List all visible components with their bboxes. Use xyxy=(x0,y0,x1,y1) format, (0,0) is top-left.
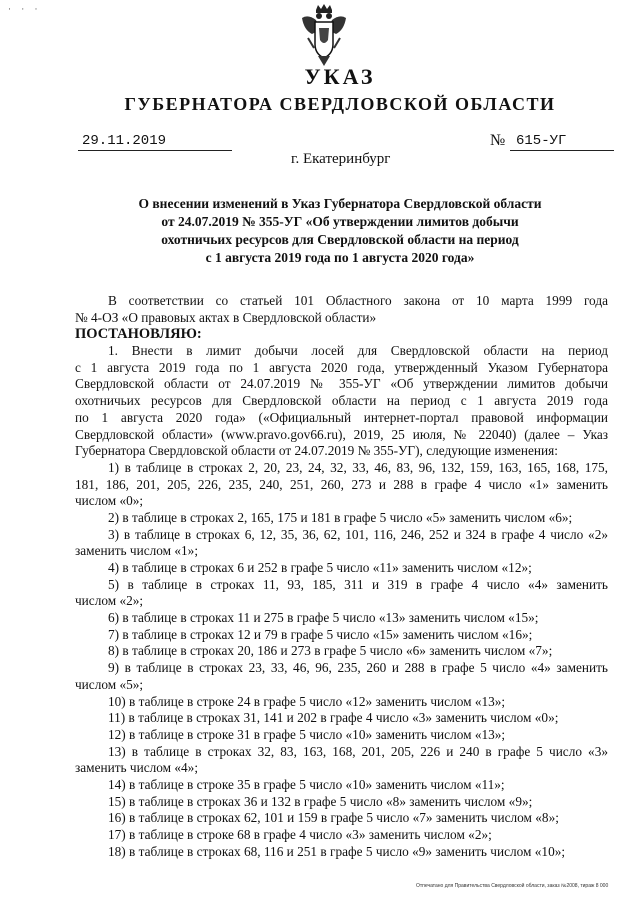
list-item-continuation: заменить числом «1»; xyxy=(75,543,199,559)
list-item: 9) в таблице в строках 23, 33, 46, 96, 235, 260 и 288 в графе 5 число «4» заменить xyxy=(108,660,608,676)
list-item: 17) в таблице в строке 68 в графе 4 число «3» заменить числом «2»; xyxy=(108,827,492,842)
preamble-line: В соответствии со статьей 101 Областного закона от 10 марта 1999 года xyxy=(108,293,608,308)
list-item-continuation: заменить числом «4»; xyxy=(75,760,199,776)
list-item: 3) в таблице в строках 6, 12, 35, 36, 62, 101, 116, 246, 252 и 324 в графе 4 число «2» xyxy=(108,526,608,542)
list-item: 7) в таблице в строках 12 и 79 в графе 5 число «15» заменить числом «16»; xyxy=(108,626,533,642)
list-item: 11) в таблице в строках 31, 141 и 202 в графе 4 число «3» заменить числом «0»; xyxy=(108,710,559,726)
list-item: 14) в таблице в строке 35 в графе 5 число «10» заменить числом «11»; xyxy=(108,776,505,792)
coat-of-arms-emblem xyxy=(298,4,350,68)
paragraph-line: охотничьих ресурсов для Свердловской области на период с 1 августа 2019 года xyxy=(75,393,608,409)
list-item-continuation: числом «5»; xyxy=(75,676,144,692)
date-field: 29.11.2019 xyxy=(78,133,232,151)
decree-word: ПОСТАНОВЛЯЮ: xyxy=(75,326,202,343)
list-item-continuation: 181, 186, 201, 205, 226, 235, 240, 251, 260, 273 и 288 в графе 4 число «1» заменить xyxy=(75,476,608,492)
list-item: 1) в таблице в строках 2, 20, 23, 24, 32, 33, 46, 83, 96, 132, 159, 163, 165, 168, 175, xyxy=(108,459,608,475)
paragraph-line: Губернатора Свердловской области от 24.07.2019 № 355-УГ), следующие изменения: xyxy=(75,443,558,459)
city-label: г. Екатеринбург xyxy=(291,151,391,167)
list-item: 5) в таблице в строках 11, 93, 185, 311 и 319 в графе 4 число «4» заменить xyxy=(108,576,608,592)
preamble-line: № 4-ОЗ «О правовых актах в Свердловской области» xyxy=(75,309,377,325)
list-item: 8) в таблице в строках 20, 186 и 273 в графе 5 число «6» заменить числом «7»; xyxy=(108,643,553,659)
number-field: 615-УГ xyxy=(510,133,614,151)
paragraph-line: с 1 августа 2019 года по 1 августа 2020 года, утвержденный Указом Губернатора xyxy=(75,359,608,375)
decree-heading xyxy=(120,195,560,267)
scan-corner-marks: · · · xyxy=(8,4,42,14)
document-subtitle: ГУБЕРНАТОРА СВЕРДЛОВСКОЙ ОБЛАСТИ xyxy=(124,94,556,114)
decree-body xyxy=(75,293,608,860)
paragraph-line: Свердловской области от 24.07.2019 № 355-УГ «Об утверждении лимитов добычи xyxy=(75,376,608,392)
print-footer-note: Отпечатано для Правительства Свердловской области, заказ №2008, тираж 8 000 xyxy=(416,883,609,889)
paragraph-line: по 1 августа 2020 года» («Официальный интернет-портал правовой информации xyxy=(75,409,608,425)
number-label: № xyxy=(490,132,506,149)
list-item-continuation: числом «0»; xyxy=(75,493,144,509)
list-item: 15) в таблице в строках 36 и 132 в графе 5 число «8» заменить числом «9»; xyxy=(108,793,533,809)
list-item: 4) в таблице в строках 6 и 252 в графе 5 число «11» заменить числом «12»; xyxy=(108,560,532,575)
heading-line: охотничьих ресурсов для Свердловской области на период xyxy=(161,232,519,247)
list-item: 6) в таблице в строках 11 и 275 в графе 5 число «13» заменить числом «15»; xyxy=(108,610,539,626)
paragraph-line: 1. Внести в лимит добычи лосей для Свердловской области на период xyxy=(108,343,608,359)
heading-line: О внесении изменений в Указ Губернатора Свердловской области xyxy=(138,196,542,211)
heading-line: от 24.07.2019 № 355-УГ «Об утверждении лимитов добычи xyxy=(161,214,519,229)
list-item: 16) в таблице в строках 62, 101 и 159 в графе 5 число «7» заменить числом «8»; xyxy=(108,810,559,826)
document-title: УКАЗ xyxy=(304,64,376,89)
heading-line: с 1 августа 2019 года по 1 августа 2020 года» xyxy=(205,250,475,265)
paragraph-line: Свердловской области» (www.pravo.gov66.ru), 2019, 25 июля, № 22040) (далее – Указ xyxy=(75,426,608,442)
list-item: 18) в таблице в строках 68, 116 и 251 в графе 5 число «9» заменить числом «10»; xyxy=(108,843,566,859)
list-item: 10) в таблице в строке 24 в графе 5 число «12» заменить числом «13»; xyxy=(108,693,506,709)
list-item-continuation: числом «2»; xyxy=(75,593,144,609)
list-item: 2) в таблице в строках 2, 165, 175 и 181 в графе 5 число «5» заменить числом «6»; xyxy=(108,509,573,525)
list-item: 12) в таблице в строке 31 в графе 5 число «10» заменить числом «13»; xyxy=(108,726,506,742)
list-item: 13) в таблице в строках 32, 83, 163, 168, 201, 205, 226 и 240 в графе 5 число «3» xyxy=(108,743,608,759)
